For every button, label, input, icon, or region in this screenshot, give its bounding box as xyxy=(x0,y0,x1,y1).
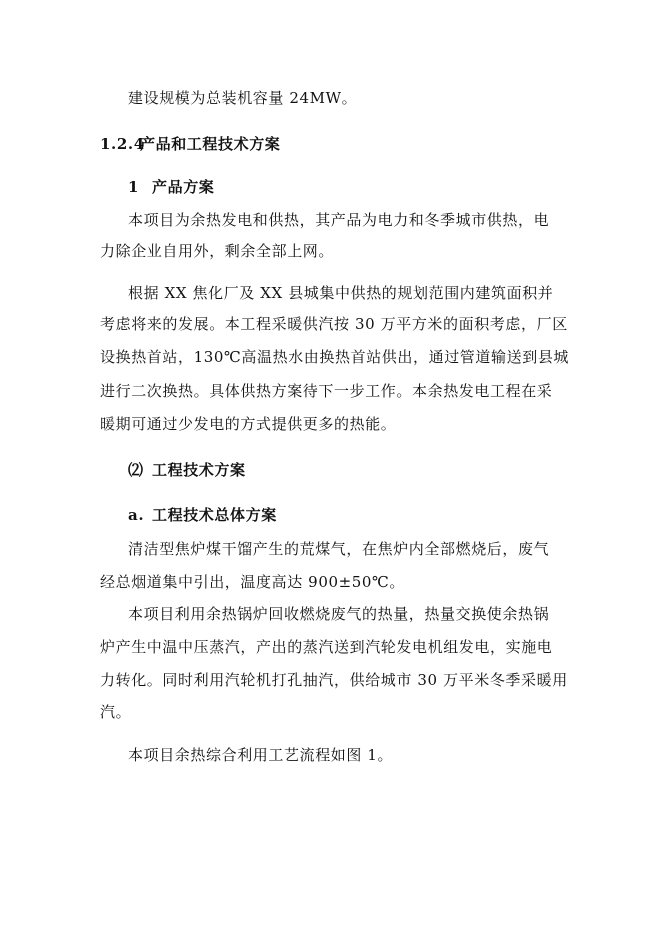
paragraph-3-line-1: 清洁型焦炉煤干馏产生的荒煤气，在焦炉内全部燃烧后，废气 xyxy=(128,540,550,558)
paragraph-4-line-2: 炉产生中温中压蒸汽，产出的蒸汽送到汽轮发电机组发电，实施电 xyxy=(100,638,553,656)
subsection-a-title: 工程技术总体方案 xyxy=(152,506,277,524)
paragraph-2-line-5: 暖期可通过少发电的方式提供更多的热能。 xyxy=(100,415,397,433)
paragraph-1-line-1: 本项目为余热发电和供热，其产品为电力和冬季城市供热，电 xyxy=(128,211,550,229)
paragraph-3-line-2: 经总烟道集中引出，温度高达 900±50℃。 xyxy=(100,573,406,591)
capacity-statement: 建设规模为总装机容量 24MW。 xyxy=(128,89,358,107)
paragraph-2-line-1: 根据 XX 焦化厂及 XX 县城集中供热的规划范围内建筑面积并 xyxy=(128,284,554,302)
paragraph-2-line-4: 进行二次换热。具体供热方案待下一步工作。本余热发电工程在采 xyxy=(100,382,553,400)
subsection-2-number: ⑵ xyxy=(128,461,144,479)
subsection-2-title: 工程技术方案 xyxy=(152,461,246,479)
paragraph-1-line-2: 力除企业自用外，剩余全部上网。 xyxy=(100,242,335,260)
section-1-2-4-title: 产品和工程技术方案 xyxy=(140,135,281,153)
subsection-1-heading xyxy=(128,177,214,197)
section-1-2-4-number: 1.2.4 xyxy=(100,135,145,153)
paragraph-4-line-3: 力转化。同时利用汽轮机打孔抽汽，供给城市 30 万平米冬季采暖用 xyxy=(100,671,568,689)
subsection-1-number: 1 xyxy=(128,178,140,196)
paragraph-2-line-2: 考虑将来的发展。本工程采暖供汽按 30 万平方米的面积考虑，厂区 xyxy=(100,315,568,333)
subsection-a-heading xyxy=(128,505,277,525)
paragraph-4-line-1: 本项目利用余热锅炉回收燃烧废气的热量，热量交换使余热锅 xyxy=(128,605,550,623)
paragraph-5: 本项目余热综合利用工艺流程如图 1。 xyxy=(128,746,394,764)
subsection-2-heading xyxy=(128,460,246,480)
subsection-a-number: a. xyxy=(128,506,145,524)
section-1-2-4-heading xyxy=(100,134,280,154)
paragraph-2-line-3: 设换热首站，130℃高温热水由换热首站供出，通过管道输送到县城 xyxy=(100,348,570,366)
paragraph-4-line-4: 汽。 xyxy=(100,703,132,721)
subsection-1-title: 产品方案 xyxy=(152,178,215,196)
